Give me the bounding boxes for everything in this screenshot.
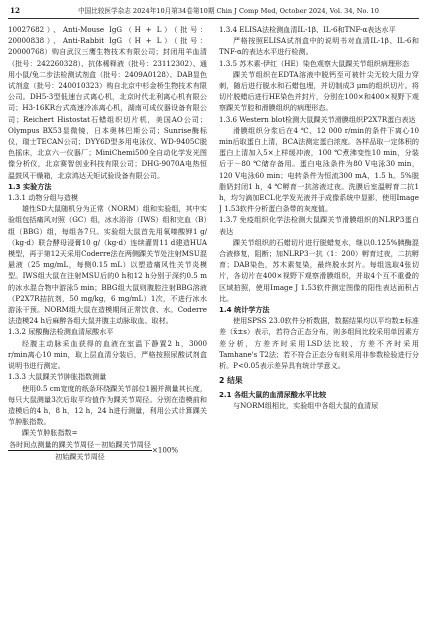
heading-1-4: 1.4 统计学方法 bbox=[219, 305, 270, 315]
paragraph-he-staining: 踝关节组织在EDTA溶液中脱钙至可被针尖无较大阻力穿刺，随后进行脱水和石蜡包埋，并切制成3 μm的组织切片。将切片脱蜡后进行HE染色并封片，分别在100×和400×视野下观察踝关节腔和滑膜组织的病理形态。 bbox=[219, 69, 419, 113]
formula-fraction bbox=[8, 439, 152, 462]
heading-1-3: 1.3 实验方法 bbox=[8, 181, 52, 191]
paragraph-statistics: 使用SPSS 23.0软件分析数据，数据结果均以平均数±标准差（x̄±s）表示，若符合正态分布，则多组间比较采用单因素方差分析，方差齐时采用LSD法比较，方差不齐时采用Tamhane's T2法；若不符合正态分布则采用非参数检验进行分析。P<0.05表示差异具有统计学意义。 bbox=[219, 316, 419, 371]
paragraph-materials-continued: 10027682）、Anti-Mouse IgG（H + L）（批号：20000838）、Anti-Rabbit IgG（H + L）（批号：20000768）购自武汉三鹰生物技术有限公司；封闭用羊血清（批号：242260328）、抗体稀释液（批号：23112302）、通用小鼠/兔二步法检测试剂盒（批号：2409A0128）、DAB显色试剂盒（批号：240010323）购自北京中杉金桥生物技术有限公司。DH5-3型低速台式离心机，北京时代北利离心机有限公司；H3-16KR台式高速冷冻离心机，湖南可成仪器设备有限公司；Reichert Histostat石蜡组织切片机，美国AO公司；Olympus BX53显微镜，日本奥林巴斯公司；Sunrise酶标仪，瑞士TECAN公司；DYY6D型多用电泳仪、WD-9405C脱色摇床，北京六一仪器厂；MiniChemi500全自动化学发光图像分析仪，北京赛智创业科技有限公司；DHG-9070A电热恒温鼓风干燥箱，北京鸿达天矩试验设备有限公司。 bbox=[8, 25, 207, 180]
paragraph-swelling-index: 使用0.5 cm宽度的纸条环绕踝关节部位1圈并测量其长度，每只大鼠测量3次后取平均值作为踝关节周径。分别在造模前和造模后的4 h，8 h，12 h，24 h进行测量，利用公式计算踝关节肿胀指数。 bbox=[8, 383, 207, 427]
right-column bbox=[219, 24, 419, 619]
heading-1-3-6: 1.3.6 Western blot检测大鼠踝关节滑膜组织P2X7R蛋白表达 bbox=[219, 114, 416, 124]
heading-1-3-3: 1.3.3 大鼠踝关节肿胀指数测量 bbox=[8, 372, 107, 382]
heading-1-3-4: 1.3.4 ELISA法检测血清IL-1β、IL-6和TNF-α表达水平 bbox=[219, 25, 396, 34]
page-number: 12 bbox=[10, 6, 21, 15]
heading-1-3-5: 1.3.5 苏木素-伊红（HE）染色观察大鼠踝关节组织病理形态 bbox=[219, 58, 410, 68]
paragraph-grouping-modeling: 雄性SD大鼠随机分为正常（NORM）组和实验组，其中实验组包括痛风对照（GC）组，冰水浴浴（IWS）组和完血（B）组（BBG）组，每组各7只。实验组大鼠首先用氧嗪酸钾1 g/（kg·d）联合酵母浸膏10 g/（kg·d）连续灌胃11 d建造HUA模型，再于第12天采用Coderre法在两侧踝关节处注射MSU混悬液（25 mg/mL，每侧0.15 mL）以塑造痛风性关节炎模型。IWS组大鼠在注射MSU后的0 h和12 h分别于深约0.5 m的冰水混合物中游泳5 min；BBG组大鼠则腹腔注射BBG溶液（P2X7R拮抗剂，50 mg/kg，6 mg/mL）1次，不进行冰水游泳干预。NORM组大鼠在造模期间正常饮食、水。Coderre法造模24 h后麻醉各组大鼠并腹主动脉取血、取材。 bbox=[8, 204, 207, 326]
running-title: 中国比较医学杂志 2024年10月第34卷第10期 Chin J Comp Med, October 2024, Vol. 34, No. 10 bbox=[78, 7, 379, 15]
formula-denominator: 初始踝关节周径 bbox=[55, 451, 105, 461]
left-column bbox=[8, 24, 207, 619]
paragraph-western-blot: 滑膜组织分浆后在4 ℃、12 000 r/min的条件下离心10 min后取蛋白上清，BCA法测定蛋白浓度。各样品取一定体积的蛋白上清加入5×上样缓冲液，100 ℃煮沸变性10 min，分装后于－80 ℃储存备用。蛋白电泳条件为80 V电泳30 min，120 V电泳60 min；电转条件为恒流300 mA，1.5 h。5%脱脂奶封闭1 h，4 ℃孵育一抗溶液过夜。洗膜后室温孵育二抗1 h，均匀滴加ECL化学发光液并于成像系统中显影，使用Image J 1.53软件分析蛋白条带的灰度值。 bbox=[219, 125, 419, 214]
paragraph-elisa: 严格按照ELISA试剂盒中的说明书对血清IL-1β、IL-6和TNF-α的表达水平进行检测。 bbox=[219, 36, 419, 57]
paragraph-results-start: 与NORM组相比，实验组中各组大鼠的血清尿 bbox=[233, 400, 379, 410]
page-header bbox=[8, 4, 419, 19]
formula-numerator: 各时间点测量的踝关节周径－初始踝关节周径 bbox=[8, 439, 152, 451]
paragraph-uric-acid: 经腹主动脉采血获得的血液在室温下静置2 h，3000 r/min离心10 min，取上层血清分装后，严格按照尿酸试剂盒说明书进行测定。 bbox=[8, 338, 207, 371]
heading-2-results: 2 结果 bbox=[219, 376, 243, 386]
paragraph-immunohistochemistry: 踝关节组织的石蜡切片进行脱蜡复水，继以0.125%胰酶混合液修复，阻断；加NLRP3一抗（1：200）孵育过夜，二抗孵育；DAB染色，苏木素复染，最终脱水封片。每组选取4张切片，各切片在400×视野下观察滑膜组织，并取4个互不重叠的区域拍照，使用Image J 1.53软件测定图像的阳性表达面积占比。 bbox=[219, 237, 419, 303]
heading-1-3-1: 1.3.1 动物分组与造模 bbox=[8, 193, 78, 203]
heading-1-3-7: 1.3.7 免疫组织化学法检测大鼠踝关节滑膜组织的NLRP3蛋白表达 bbox=[219, 215, 419, 236]
formula-label: 踝关节肿胀指数= bbox=[22, 428, 78, 438]
heading-1-3-2: 1.3.2 尿酸酶法检测血清尿酸水平 bbox=[8, 327, 114, 337]
swelling-index-formula bbox=[8, 427, 207, 462]
heading-2-1: 2.1 各组大鼠的血清尿酸水平比较 bbox=[219, 389, 327, 399]
formula-multiplier: ×100% bbox=[151, 445, 179, 455]
